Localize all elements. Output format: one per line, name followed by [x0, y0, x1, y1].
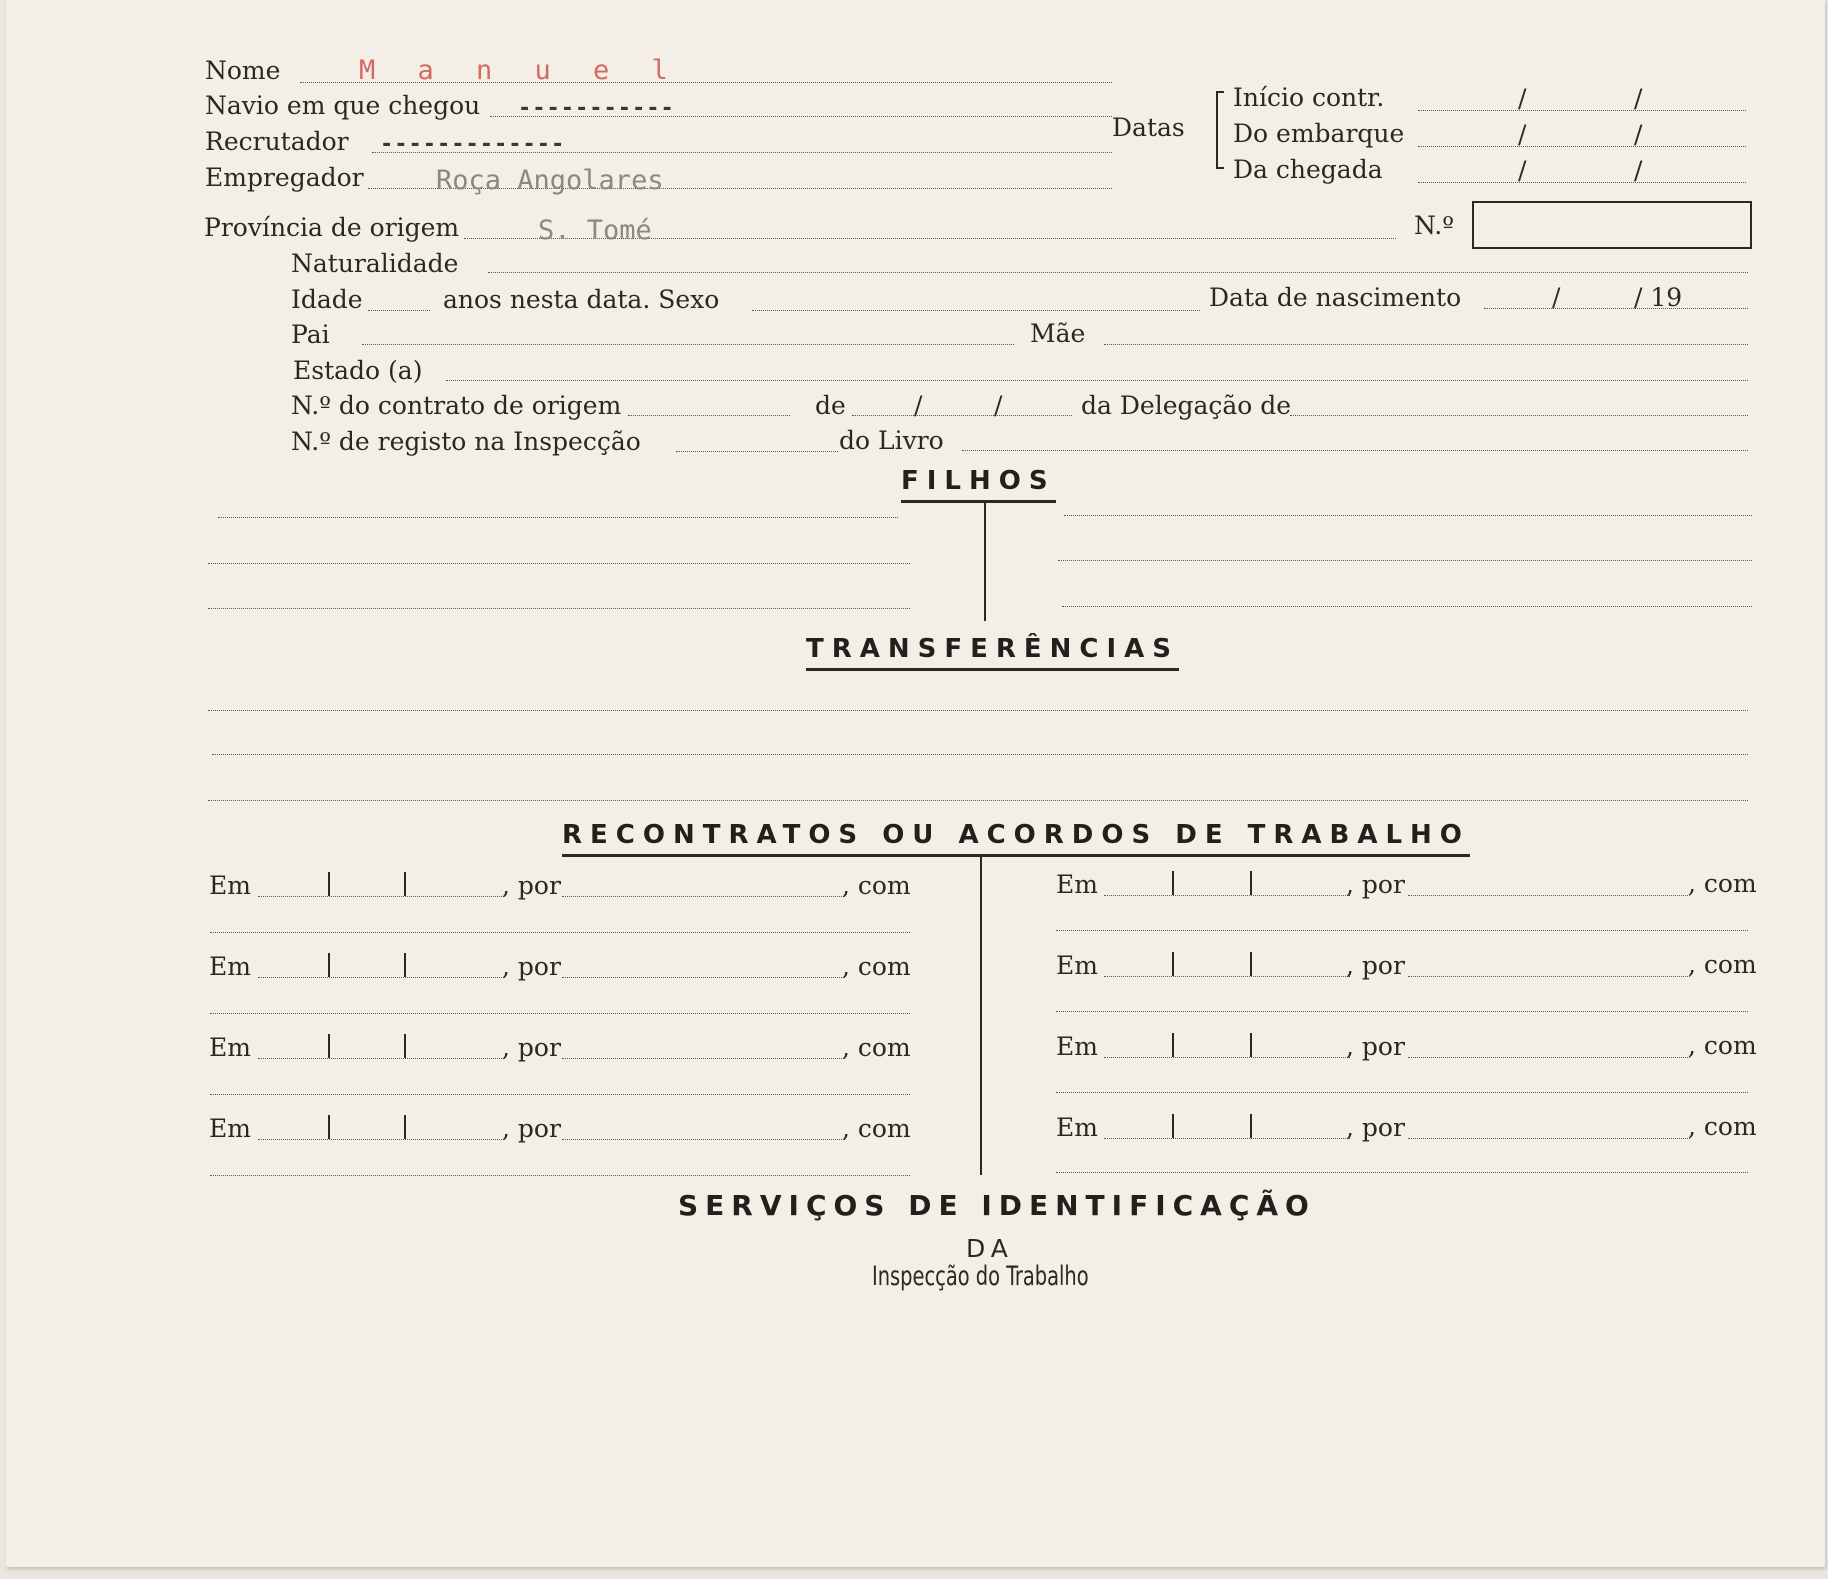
date-separator: [1250, 952, 1252, 976]
filhos-line-right[interactable]: [1064, 515, 1752, 516]
embarque-line[interactable]: [1418, 146, 1746, 147]
date-separator: [1250, 1033, 1252, 1057]
por-line[interactable]: [562, 896, 844, 897]
por-line[interactable]: [562, 977, 844, 978]
em-date-line[interactable]: [1104, 895, 1350, 896]
com-label: , com: [1688, 950, 1757, 979]
livro-label: do Livro: [839, 426, 944, 455]
em-label: Em: [209, 1033, 251, 1062]
inicio-contr-line[interactable]: [1418, 110, 1746, 111]
com-line[interactable]: [210, 932, 910, 933]
date-separator: [1250, 871, 1252, 895]
contrato-date-line[interactable]: [852, 415, 1072, 416]
recrutador-value: -------------: [380, 132, 566, 157]
filhos-line-right[interactable]: [1062, 606, 1752, 607]
footer-title: SERVIÇOS DE IDENTIFICAÇÃO: [678, 1189, 1316, 1222]
provincia-value: S. Tomé: [538, 215, 652, 246]
em-date-line[interactable]: [258, 1139, 504, 1140]
nascimento-slash: /: [1552, 283, 1561, 312]
contrato-line[interactable]: [628, 415, 790, 416]
numero-box[interactable]: [1472, 201, 1752, 249]
com-line[interactable]: [210, 1013, 910, 1014]
em-label: Em: [1056, 1113, 1098, 1142]
date-separator: [404, 953, 406, 977]
por-label: , por: [1346, 951, 1405, 980]
registo-label: N.º de registo na Inspecção: [291, 427, 641, 456]
filhos-heading: FILHOS: [901, 468, 1056, 503]
date-separator: [404, 872, 406, 896]
nome-label: Nome: [205, 56, 281, 85]
em-date-line[interactable]: [258, 896, 504, 897]
em-label: Em: [1056, 951, 1098, 980]
em-label: Em: [1056, 870, 1098, 899]
por-label: , por: [1346, 1032, 1405, 1061]
em-label: Em: [209, 952, 251, 981]
numero-label: N.º: [1414, 211, 1454, 240]
em-label: Em: [1056, 1032, 1098, 1061]
date-separator: [1250, 1114, 1252, 1138]
navio-label: Navio em que chegou: [205, 91, 481, 120]
date-separator: [328, 1034, 330, 1058]
com-line[interactable]: [210, 1094, 910, 1095]
empregador-value: Roça Angolares: [436, 165, 664, 196]
inicio-contr-label: Início contr.: [1233, 83, 1385, 112]
filhos-line-left[interactable]: [208, 563, 910, 564]
navio-value: -----------: [518, 96, 675, 121]
com-line[interactable]: [1056, 1011, 1748, 1012]
em-date-line[interactable]: [258, 1058, 504, 1059]
datas-brace: [1216, 91, 1224, 169]
footer-inspeccao: Inspecção do Trabalho: [872, 1261, 1089, 1292]
com-label: , com: [842, 952, 911, 981]
delegacao-line[interactable]: [1290, 415, 1748, 416]
naturalidade-line[interactable]: [488, 272, 1748, 273]
recrutador-label: Recrutador: [205, 127, 349, 156]
com-label: , com: [1688, 1112, 1757, 1141]
idade-line[interactable]: [368, 310, 430, 311]
provincia-label: Província de origem: [204, 213, 460, 242]
footer-da: DA: [966, 1234, 1014, 1263]
date-separator: [328, 872, 330, 896]
date-separator: [328, 953, 330, 977]
chegada-slash-1: /: [1518, 156, 1527, 185]
por-label: , por: [1346, 1113, 1405, 1142]
em-label: Em: [209, 1114, 251, 1143]
transferencias-line[interactable]: [212, 754, 1748, 755]
transferencias-line[interactable]: [208, 800, 1748, 801]
date-separator: [1172, 1114, 1174, 1138]
em-date-line[interactable]: [1104, 1138, 1350, 1139]
por-line[interactable]: [1408, 1138, 1690, 1139]
contrato-label: N.º do contrato de origem: [291, 391, 622, 420]
form-card: [6, 0, 1825, 1567]
por-label: , por: [502, 1114, 561, 1143]
idade-label: Idade: [291, 285, 363, 314]
por-line[interactable]: [562, 1058, 844, 1059]
transferencias-line[interactable]: [208, 710, 1748, 711]
por-line[interactable]: [1408, 895, 1690, 896]
inicio-slash-2: /: [1634, 84, 1643, 113]
nascimento-label: Data de nascimento: [1209, 283, 1462, 312]
nascimento-year-prefix: / 19: [1634, 283, 1683, 312]
pai-line[interactable]: [362, 344, 1014, 345]
nome-value: M a n u e l: [359, 55, 681, 86]
em-date-line[interactable]: [1104, 1057, 1350, 1058]
embarque-slash-1: /: [1518, 120, 1527, 149]
com-line[interactable]: [1056, 1172, 1748, 1173]
filhos-line-left[interactable]: [218, 517, 898, 518]
date-separator: [328, 1115, 330, 1139]
por-line[interactable]: [562, 1139, 844, 1140]
embarque-slash-2: /: [1634, 120, 1643, 149]
filhos-line-left[interactable]: [208, 608, 910, 609]
date-separator: [1172, 871, 1174, 895]
com-label: , com: [842, 871, 911, 900]
contrato-slash-1: /: [914, 391, 923, 420]
com-line[interactable]: [210, 1175, 910, 1176]
naturalidade-label: Naturalidade: [291, 249, 459, 278]
date-separator: [1172, 952, 1174, 976]
date-separator: [1172, 1033, 1174, 1057]
por-label: , por: [502, 1033, 561, 1062]
embarque-label: Do embarque: [1233, 119, 1405, 148]
pai-label: Pai: [291, 320, 330, 349]
recontratos-divider: [980, 855, 982, 1175]
filhos-line-right[interactable]: [1058, 560, 1752, 561]
sexo-line[interactable]: [752, 310, 1200, 311]
estado-label: Estado (a): [293, 356, 423, 385]
por-line[interactable]: [1408, 1057, 1690, 1058]
livro-line[interactable]: [962, 450, 1748, 451]
datas-label: Datas: [1112, 113, 1185, 142]
em-date-line[interactable]: [258, 977, 504, 978]
mae-label: Mãe: [1030, 319, 1086, 348]
anos-sexo-label: anos nesta data. Sexo: [443, 285, 720, 314]
date-separator: [404, 1115, 406, 1139]
mae-line[interactable]: [1104, 344, 1748, 345]
empregador-label: Empregador: [205, 163, 364, 192]
com-line[interactable]: [1056, 930, 1748, 931]
com-label: , com: [842, 1033, 911, 1062]
com-line[interactable]: [1056, 1092, 1748, 1093]
com-label: , com: [1688, 1031, 1757, 1060]
inicio-slash-1: /: [1518, 84, 1527, 113]
com-label: , com: [1688, 869, 1757, 898]
em-label: Em: [209, 871, 251, 900]
date-separator: [404, 1034, 406, 1058]
por-label: , por: [1346, 870, 1405, 899]
recontratos-heading: RECONTRATOS OU ACORDOS DE TRABALHO: [562, 822, 1470, 857]
em-date-line[interactable]: [1104, 976, 1350, 977]
chegada-label: Da chegada: [1233, 155, 1383, 184]
contrato-slash-2: /: [994, 391, 1003, 420]
filhos-divider: [984, 501, 986, 621]
com-label: , com: [842, 1114, 911, 1143]
nascimento-line[interactable]: [1484, 308, 1748, 309]
por-line[interactable]: [1408, 976, 1690, 977]
chegada-slash-2: /: [1634, 156, 1643, 185]
chegada-line[interactable]: [1418, 182, 1746, 183]
contrato-de-label: de: [815, 391, 846, 420]
por-label: , por: [502, 871, 561, 900]
registo-line[interactable]: [676, 451, 838, 452]
delegacao-label: da Delegação de: [1081, 391, 1292, 420]
por-label: , por: [502, 952, 561, 981]
estado-line[interactable]: [446, 380, 1748, 381]
transferencias-heading: TRANSFERÊNCIAS: [806, 636, 1179, 671]
